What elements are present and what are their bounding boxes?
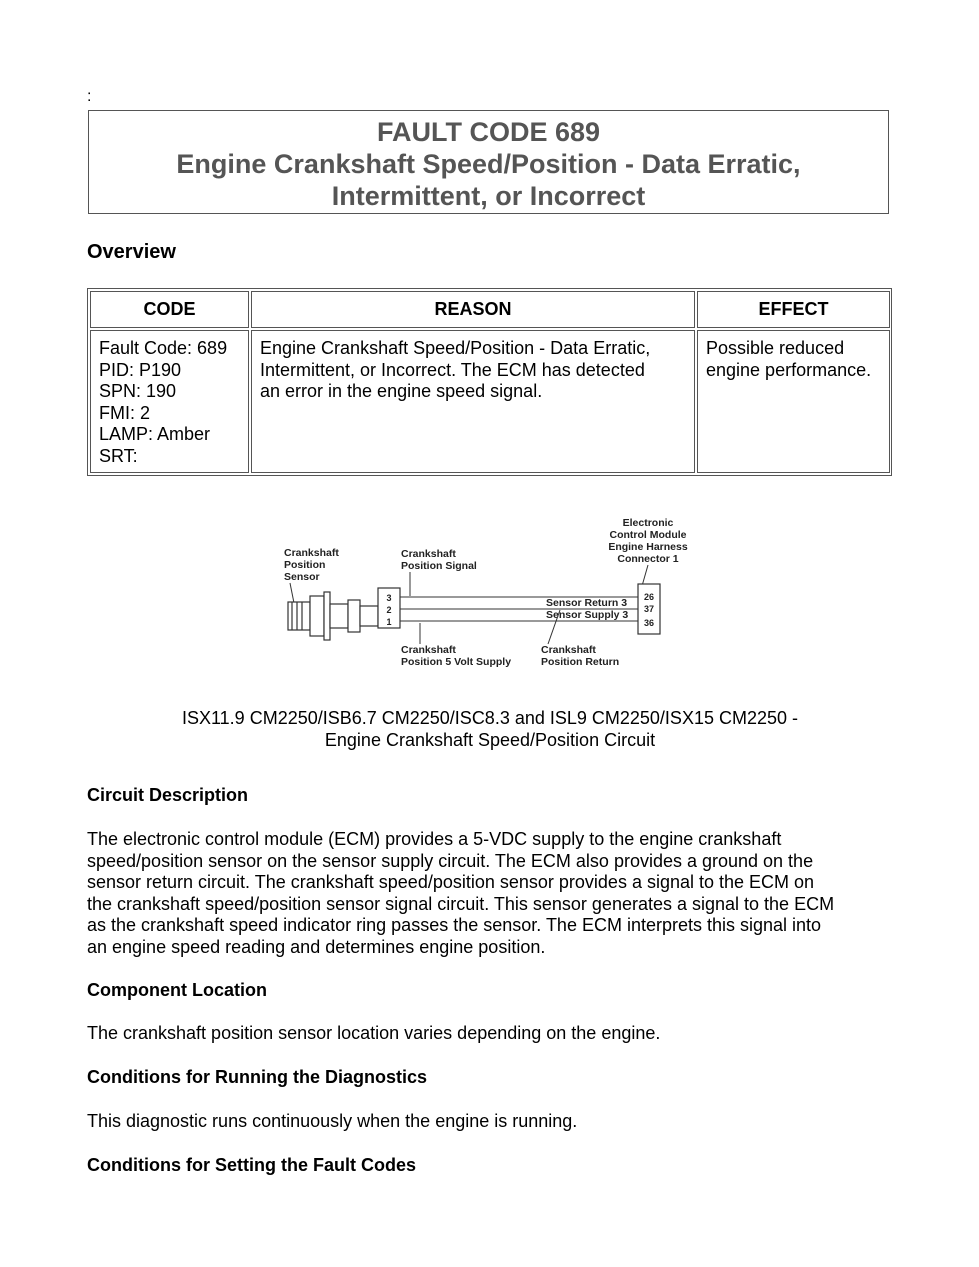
sensor-label-line: Sensor <box>284 571 320 583</box>
header-code: CODE <box>90 291 249 328</box>
paragraph-line: an engine speed reading and determines engine position. <box>87 936 546 957</box>
ecm-label-line: Connector 1 <box>617 553 679 565</box>
sensor-pin-label: 2 <box>386 605 392 615</box>
signal-label-line: Position Signal <box>401 560 477 572</box>
code-line: SPN: 190 <box>99 381 177 401</box>
sensor-label-line: Position <box>284 559 326 571</box>
reason-line: Engine Crankshaft Speed/Position - Data Erratic, <box>260 338 651 358</box>
ecm-label-line: Engine Harness <box>608 541 688 553</box>
header-effect: EFFECT <box>697 291 890 328</box>
ecm-pin-label: 26 <box>643 592 655 602</box>
signal-label-line: Crankshaft <box>401 548 456 560</box>
crankshaft-circuit-diagram <box>270 510 710 705</box>
sensor-supply-label: Sensor Supply 3 <box>546 609 629 621</box>
fault-code-title: FAULT CODE 689 <box>376 117 601 147</box>
ecm-label-line: Electronic <box>622 517 674 529</box>
paragraph-line: as the crankshaft speed indicator ring passes the sensor. The ECM interprets this signal into <box>87 915 822 935</box>
paragraph-line: The electronic control module (ECM) provides a 5-VDC supply to the engine crankshaft <box>87 829 782 849</box>
code-line: SRT: <box>99 445 138 466</box>
paragraph-line: speed/position sensor on the sensor supply circuit. The ECM also provides a ground on the <box>87 850 814 871</box>
caption-line: Engine Crankshaft Speed/Position Circuit <box>324 730 656 750</box>
code-cell <box>90 330 249 473</box>
fault-title-box <box>88 110 889 214</box>
supply5v-label-line: Crankshaft <box>401 644 456 656</box>
circuit-description-heading: Circuit Description <box>87 785 249 805</box>
supply5v-label-line: Position 5 Volt Supply <box>401 656 512 668</box>
code-line: FMI: 2 <box>99 402 151 423</box>
diagram-caption <box>120 707 860 751</box>
ecm-label-line: Control Module <box>609 529 687 541</box>
position-return-label-line: Position Return <box>541 656 620 668</box>
page-marker: : <box>87 88 92 105</box>
effect-cell <box>697 330 890 473</box>
effect-line: Possible reduced <box>706 338 845 358</box>
paragraph-line: the crankshaft speed/position sensor signal circuit. This sensor generates a signal to the ECM <box>87 893 835 914</box>
header-reason: REASON <box>251 291 695 328</box>
paragraph-line: sensor return circuit. The crankshaft speed/position sensor provides a signal to the ECM on <box>87 872 815 892</box>
reason-line: Intermittent, or Incorrect. The ECM has detected <box>260 359 645 380</box>
component-location-heading: Component Location <box>87 980 267 1000</box>
effect-line: engine performance. <box>706 359 872 380</box>
code-line: Fault Code: 689 <box>99 338 228 358</box>
overview-table <box>87 288 892 476</box>
sensor-pin-label: 1 <box>386 617 392 627</box>
code-line: PID: P190 <box>99 359 182 380</box>
overview-heading: Overview <box>87 241 176 263</box>
sensor-return-label: Sensor Return 3 <box>546 597 628 609</box>
ecm-pin-label: 37 <box>643 604 655 614</box>
fault-description-line: Engine Crankshaft Speed/Position - Data Erratic, <box>176 149 801 179</box>
crankshaft-sensor-icon <box>288 592 378 640</box>
code-line: LAMP: Amber <box>99 424 211 444</box>
conditions-setting-heading: Conditions for Setting the Fault Codes <box>87 1155 416 1175</box>
position-return-label-line: Crankshaft <box>541 644 596 656</box>
sensor-label-line: Crankshaft <box>284 547 339 559</box>
circuit-description-text <box>87 829 907 958</box>
sensor-pin-label: 3 <box>386 593 392 603</box>
component-location-text: The crankshaft position sensor location varies depending on the engine. <box>87 1023 661 1043</box>
reason-cell <box>251 330 695 473</box>
ecm-pin-label: 36 <box>643 618 655 628</box>
fault-description-line: Intermittent, or Incorrect <box>331 181 646 211</box>
conditions-running-text: This diagnostic runs continuously when the engine is running. <box>87 1111 578 1131</box>
conditions-running-heading: Conditions for Running the Diagnostics <box>87 1067 427 1087</box>
reason-line: an error in the engine speed signal. <box>260 381 543 401</box>
caption-line: ISX11.9 CM2250/ISB6.7 CM2250/ISC8.3 and ISL9 CM2250/ISX15 CM2250 - <box>181 708 799 728</box>
